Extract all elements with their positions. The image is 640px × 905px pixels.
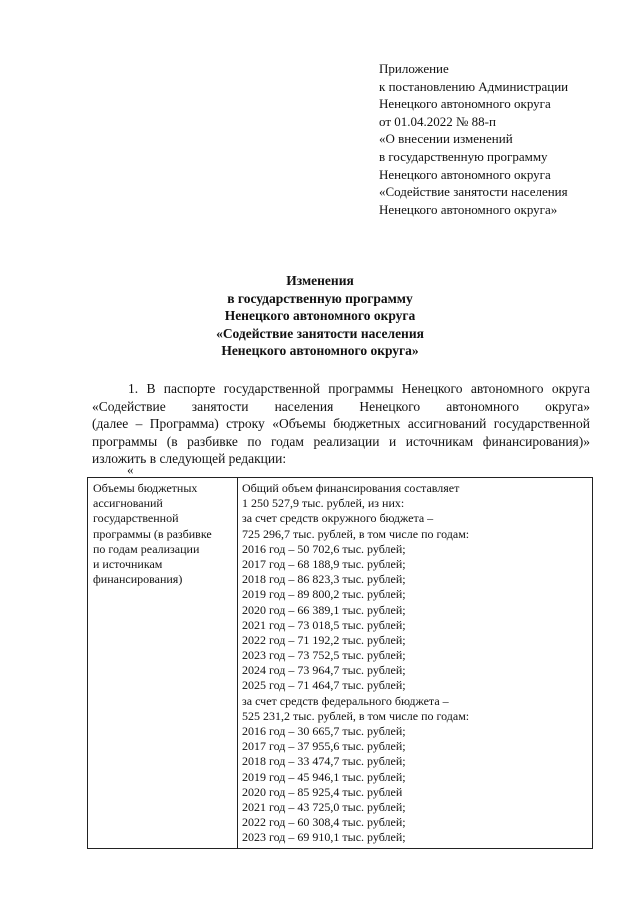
value-line: 2021 год – 43 725,0 тыс. рублей; [242,799,406,814]
title-line: Изменения [286,273,354,288]
value-line: 2024 год – 73 964,7 тыс. рублей; [242,663,406,678]
value-line: 2020 год – 85 925,4 тыс. рублей [242,784,403,799]
value-line: 2016 год – 50 702,6 тыс. рублей; [242,541,406,556]
paragraph-line: изложить в следующей редакции: [92,451,287,466]
paragraph-line: программы (в разбивке по годам реализации и источникам финансирования)» [92,433,590,449]
value-line: 2019 год – 45 946,1 тыс. рублей; [242,769,406,784]
appendix-line: «Содействие занятости населения [379,184,568,200]
body-paragraph [92,380,590,468]
value-line: 2018 год – 33 474,7 тыс. рублей; [242,754,406,769]
appendix-line: Приложение [379,61,449,76]
value-line: 2017 год – 37 955,6 тыс. рублей; [242,739,406,754]
appendix-line: от 01.04.2022 № 88-п [379,113,496,129]
appendix-line: «О внесении изменений [379,131,513,147]
document-title [0,272,640,360]
title-line: Ненецкого автономного округа [224,308,416,324]
opening-quote-mark: « [127,462,134,477]
value-line: 2017 год – 68 188,9 тыс. рублей; [242,556,406,571]
appendix-header [379,60,568,218]
paragraph-line: «Содействие занятости населения Ненецкого автономного округа» [92,398,590,414]
paragraph-line: 1. В паспорте государственной программы Ненецкого автономного округа [128,381,590,396]
label-line: Объемы бюджетных [93,481,198,495]
value-line: 2022 год – 71 192,2 тыс. рублей; [242,632,406,647]
value-line: 2022 год – 60 308,4 тыс. рублей; [242,815,406,830]
label-line: государственной [93,511,179,526]
budget-table [87,477,593,849]
appendix-line: Ненецкого автономного округа [379,96,551,112]
value-line: за счет средств окружного бюджета – [242,511,434,526]
value-line: за счет средств федерального бюджета – [242,693,449,708]
row-value-cell [238,478,593,849]
table-row [88,478,593,849]
title-line: «Содействие занятости населения [216,325,424,341]
label-line: финансирования) [93,572,183,587]
appendix-line: к постановлению Администрации [379,78,569,94]
title-line: Ненецкого автономного округа» [221,343,419,359]
title-line: в государственную программу [227,290,413,306]
label-line: и источникам [93,556,163,571]
value-line: 2021 год – 73 018,5 тыс. рублей; [242,617,406,632]
label-line: программы (в разбивке [93,526,212,541]
value-line: 725 296,7 тыс. рублей, в том числе по годам: [242,526,470,541]
value-line: 2016 год – 30 665,7 тыс. рублей; [242,724,406,738]
value-line: 2025 год – 71 464,7 тыс. рублей; [242,678,406,693]
value-line: 2018 год – 86 823,3 тыс. рублей; [242,572,406,587]
paragraph-line: (далее – Программа) строку «Объемы бюджетных ассигнований государственной [92,416,590,431]
appendix-line: Ненецкого автономного округа» [379,201,558,217]
value-line: 2019 год – 89 800,2 тыс. рублей; [242,587,406,602]
appendix-line: Ненецкого автономного округа [379,166,551,182]
value-line: 525 231,2 тыс. рублей, в том числе по годам: [242,708,470,723]
appendix-line: в государственную программу [379,148,548,164]
value-line: 2023 год – 73 752,5 тыс. рублей; [242,648,406,663]
value-line: Общий объем финансирования составляет [242,481,460,495]
label-line: по годам реализации [93,541,200,556]
row-label-cell [88,478,238,849]
value-line: 1 250 527,9 тыс. рублей, из них: [242,496,405,511]
value-line: 2020 год – 66 389,1 тыс. рублей; [242,602,406,617]
value-line: 2023 год – 69 910,1 тыс. рублей; [242,830,406,845]
label-line: ассигнований [93,496,163,511]
